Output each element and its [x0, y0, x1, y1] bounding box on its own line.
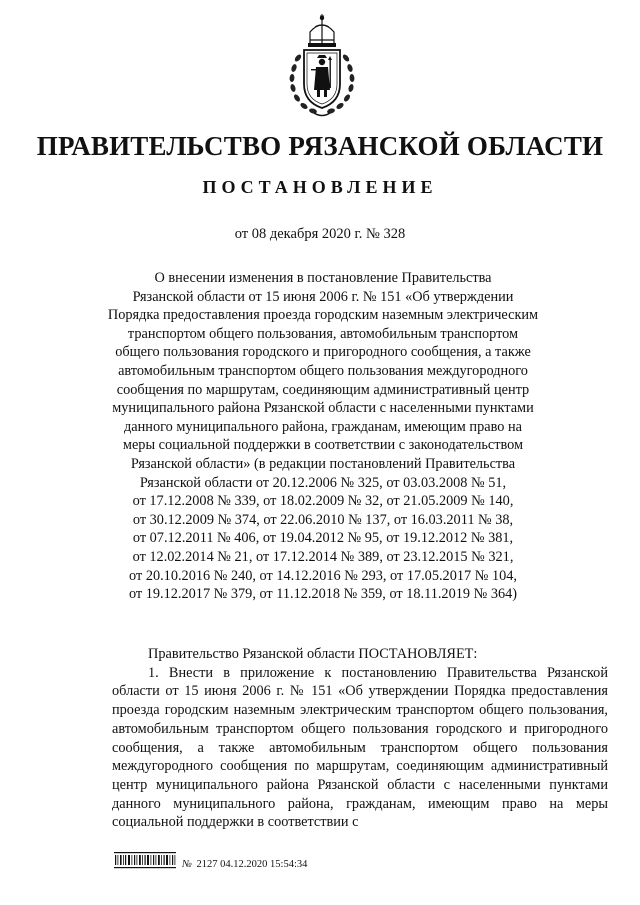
number-sign: №	[182, 859, 192, 870]
registration-details: 2127 04.12.2020 15:54:34	[196, 859, 308, 870]
title-line: от 17.12.2008 № 339, от 18.02.2009 № 32, от 21.05.2009 № 140,	[132, 493, 514, 510]
title-line: Рязанской области от 20.12.2006 № 325, от 03.03.2008 № 51,	[139, 474, 507, 491]
title-line: автомобильным транспортом общего пользования междугородного	[118, 362, 528, 379]
title-line: транспортом общего пользования, автомобильным транспортом	[127, 325, 519, 342]
title-line: сообщения по маршрутам, соединяющим административный центр	[116, 381, 530, 398]
title-line: муниципального района Рязанской области с населенными пунктами	[112, 400, 534, 417]
title-line: от 30.12.2009 № 374, от 22.06.2010 № 137, от 16.03.2011 № 38,	[132, 511, 514, 528]
title-line: Порядка предоставления проезда городским наземным электрическим	[107, 307, 539, 324]
title-line: от 12.02.2014 № 21, от 17.12.2014 № 389, от 23.12.2015 № 321,	[132, 548, 514, 565]
title-line: меры социальной поддержки в соответствии с законодательством	[122, 437, 524, 454]
registration-number	[182, 859, 307, 870]
document-body	[112, 645, 608, 832]
title-line: О внесении изменения в постановление Правительства	[154, 270, 492, 286]
body-paragraph-1: 1. Внести в приложение к постановлению Правительства Рязанской области от 15 июня 2006 г. № 151 «Об утверждении Порядка предоставления проезда городским наземным электрическим транспортом общего пользования, автомобильным транспортом общего пользования городского и пригородного сообщения, а также автомобильным транспортом общего пользования междугородного сообщения по маршрутам, соединяющим административный центр муниципального района Рязанской области с населенными пунктами данного муниципального района, гражданам, имеющим право на меры социальной поддержки в соответствии с	[112, 664, 608, 831]
title-line: данного муниципального района, гражданам, имеющим право на	[124, 418, 522, 435]
coat-of-arms-emblem	[284, 14, 360, 120]
title-line: от 19.12.2017 № 379, от 11.12.2018 № 359, от 18.11.2019 № 364)	[128, 586, 518, 603]
title-line: Рязанской области» (в редакции постановлений Правительства	[130, 455, 516, 472]
title-line: от 07.12.2011 № 406, от 19.04.2012 № 95, от 19.12.2012 № 381,	[132, 530, 514, 547]
document-date-number: от 08 декабря 2020 г. № 328	[234, 226, 406, 242]
title-line: Рязанской области от 15 июня 2006 г. № 151 «Об утверждении	[132, 288, 514, 305]
title-line: общего пользования городского и пригородного сообщения, а также	[115, 344, 531, 361]
enacting-clause: Правительство Рязанской области ПОСТАНОВЛЯЕТ:	[148, 646, 478, 662]
organization-title: ПРАВИТЕЛЬСТВО РЯЗАНСКОЙ ОБЛАСТИ	[36, 131, 604, 161]
document-title	[88, 269, 558, 604]
barcode-stamp	[112, 848, 178, 872]
document-type-heading: ПОСТАНОВЛЕНИЕ	[202, 177, 438, 197]
registration-footer	[112, 846, 372, 876]
title-line: от 20.10.2016 № 240, от 14.12.2016 № 293, от 17.05.2017 № 104,	[129, 567, 517, 584]
